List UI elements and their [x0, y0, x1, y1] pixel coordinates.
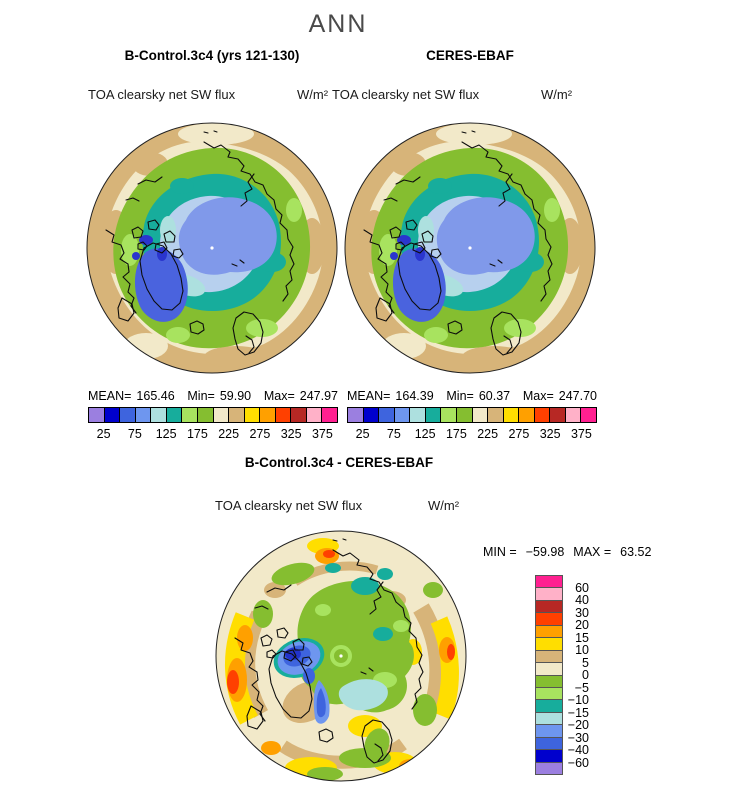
- colorbar-cell: [363, 408, 379, 422]
- max-label: MAX =: [573, 545, 612, 559]
- mean-label: MEAN=: [88, 389, 132, 403]
- colorbar-cell: [409, 408, 425, 422]
- pole-marker: [210, 246, 213, 249]
- colorbar-obs: [347, 407, 597, 423]
- min-value: −59.98: [525, 545, 565, 559]
- colorbar-tick-label: 30: [575, 605, 589, 620]
- min-label: MIN =: [483, 545, 517, 559]
- colorbar-tick-label: 15: [575, 630, 589, 645]
- colorbar-cell: [503, 408, 519, 422]
- colorbar-tick-label: 175: [186, 427, 208, 441]
- colorbar-tick-label: 40: [575, 593, 589, 607]
- colorbar-tick-label: 375: [311, 427, 333, 441]
- colorbar-tick-label: 25: [355, 427, 370, 441]
- mean-value: 164.39: [395, 389, 434, 403]
- colorbar-cell: [166, 408, 182, 422]
- colorbar-tick-label: 225: [477, 427, 499, 441]
- colorbar-cell: [440, 408, 456, 422]
- min-value: 60.37: [478, 389, 511, 403]
- colorbar-tick-label: 225: [218, 427, 240, 441]
- colorbar-tick-label: 325: [539, 427, 561, 441]
- min-label: Min=: [446, 389, 474, 403]
- colorbar-cell: [290, 408, 306, 422]
- colorbar-ticks-diff: [555, 575, 589, 775]
- colorbar-tick-label: −20: [567, 718, 589, 732]
- units-label-obs: W/m²: [541, 87, 573, 102]
- max-value: 63.52: [620, 545, 652, 559]
- colorbar-tick-label: 75: [386, 427, 401, 441]
- colorbar-model: [88, 407, 338, 423]
- colorbar-cell: [425, 408, 441, 422]
- pole-marker: [468, 246, 471, 249]
- panel-title-model: B-Control.3c4 (yrs 121-130): [124, 48, 300, 63]
- colorbar-tick-label: 0: [582, 668, 589, 682]
- polar-map-model: [86, 122, 338, 374]
- colorbar-ticks-model: [88, 427, 338, 442]
- colorbar-cell: [472, 408, 488, 422]
- colorbar-cell: [378, 408, 394, 422]
- colorbar-cell: [549, 408, 565, 422]
- colorbar-tick-label: −15: [567, 705, 589, 720]
- panel-title-obs: CERES-EBAF: [426, 48, 514, 63]
- field-label-diff: TOA clearsky net SW flux: [215, 498, 363, 513]
- stats-row-model: [88, 389, 338, 403]
- colorbar-cell: [321, 408, 337, 422]
- polar-map-diff: [215, 530, 467, 782]
- colorbar-cell: [89, 408, 104, 422]
- mean-value: 165.46: [136, 389, 175, 403]
- field-label-obs: TOA clearsky net SW flux: [332, 87, 480, 102]
- panel-title-diff: B-Control.3c4 - CERES-EBAF: [244, 455, 434, 470]
- colorbar-cell: [213, 408, 229, 422]
- colorbar-cell: [244, 408, 260, 422]
- colorbar-tick-label: 125: [155, 427, 177, 441]
- colorbar-tick-label: 75: [127, 427, 142, 441]
- colorbar-tick-label: −30: [567, 730, 589, 745]
- max-label: Max=: [263, 389, 295, 403]
- colorbar-tick-label: 60: [575, 580, 589, 595]
- colorbar-cell: [456, 408, 472, 422]
- colorbar-cell: [580, 408, 596, 422]
- colorbar-cell: [150, 408, 166, 422]
- colorbar-cell: [181, 408, 197, 422]
- colorbar-cell: [565, 408, 581, 422]
- stats-row-obs: [347, 389, 597, 403]
- colorbar-cell: [487, 408, 503, 422]
- colorbar-ticks-obs: [347, 427, 597, 442]
- colorbar-cell: [197, 408, 213, 422]
- colorbar-tick-label: 275: [508, 427, 530, 441]
- colorbar-cell: [534, 408, 550, 422]
- max-value: 247.97: [299, 389, 338, 403]
- colorbar-tick-label: −5: [574, 680, 589, 695]
- stats-row-diff: [483, 545, 651, 559]
- colorbar-tick-label: 5: [582, 655, 589, 670]
- min-label: Min=: [187, 389, 215, 403]
- figure-title: ANN: [308, 10, 368, 38]
- units-label-model: W/m²: [297, 87, 329, 102]
- colorbar-tick-label: −10: [567, 693, 589, 707]
- colorbar-tick-label: −60: [567, 755, 589, 770]
- colorbar-tick-label: 125: [414, 427, 436, 441]
- mean-label: MEAN=: [347, 389, 391, 403]
- colorbar-cell: [275, 408, 291, 422]
- colorbar-tick-label: 20: [575, 618, 589, 632]
- colorbar-cell: [104, 408, 120, 422]
- colorbar-cell: [259, 408, 275, 422]
- units-label-diff: W/m²: [428, 498, 460, 513]
- colorbar-tick-label: 275: [249, 427, 271, 441]
- colorbar-tick-label: 175: [445, 427, 467, 441]
- min-value: 59.90: [219, 389, 252, 403]
- colorbar-tick-label: 375: [570, 427, 592, 441]
- colorbar-cell: [348, 408, 363, 422]
- colorbar-tick-label: 325: [280, 427, 302, 441]
- colorbar-cell: [306, 408, 322, 422]
- colorbar-cell: [394, 408, 410, 422]
- max-value: 247.70: [558, 389, 597, 403]
- pole-marker: [339, 654, 342, 657]
- polar-map-obs: [344, 122, 596, 374]
- max-label: Max=: [522, 389, 554, 403]
- colorbar-cell: [135, 408, 151, 422]
- colorbar-tick-label: 10: [575, 643, 589, 657]
- colorbar-cell: [228, 408, 244, 422]
- colorbar-cell: [518, 408, 534, 422]
- colorbar-tick-label: 25: [96, 427, 111, 441]
- colorbar-tick-label: −40: [567, 743, 589, 757]
- colorbar-cell: [119, 408, 135, 422]
- field-label-model: TOA clearsky net SW flux: [88, 87, 236, 102]
